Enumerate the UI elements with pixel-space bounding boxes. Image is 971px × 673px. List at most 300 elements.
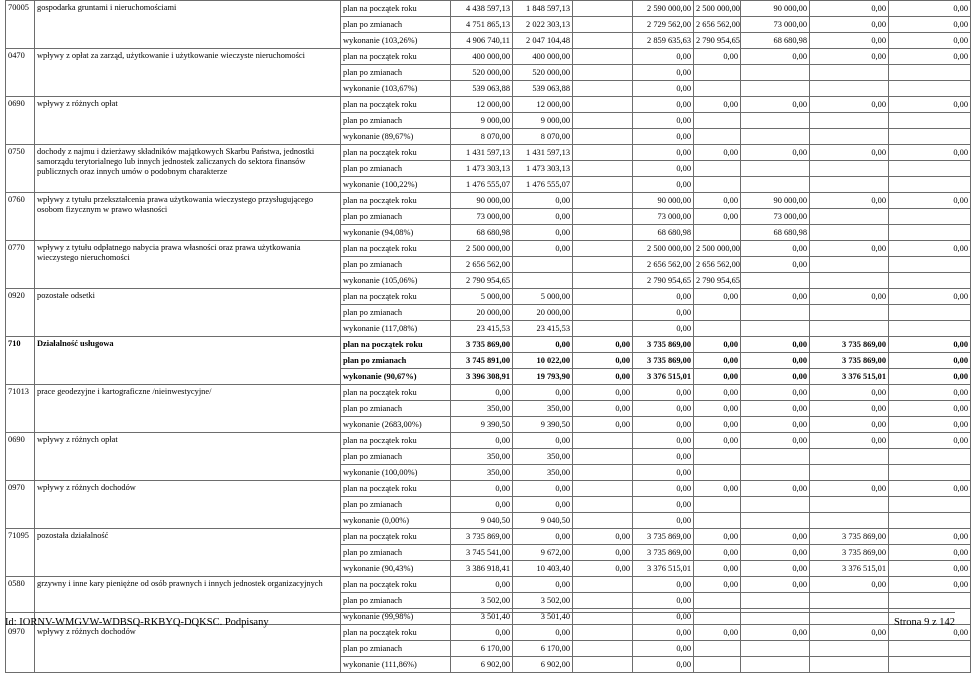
amount-cell: 0,00 <box>573 545 633 561</box>
amount-cell: 12 000,00 <box>513 97 573 113</box>
row-label: plan na początek roku <box>341 49 451 65</box>
amount-cell: 68 680,98 <box>741 225 810 241</box>
amount-cell: 0,00 <box>810 145 889 161</box>
amount-cell: 0,00 <box>741 369 810 385</box>
amount-cell: 2 022 303,13 <box>513 17 573 33</box>
amount-cell <box>741 273 810 289</box>
amount-cell <box>889 497 971 513</box>
amount-cell: 0,00 <box>889 481 971 497</box>
amount-cell: 0,00 <box>889 145 971 161</box>
amount-cell <box>573 33 633 49</box>
amount-cell: 3 735 869,00 <box>633 529 694 545</box>
amount-cell: 2 590 000,00 <box>633 1 694 17</box>
amount-cell <box>889 113 971 129</box>
amount-cell <box>889 321 971 337</box>
amount-cell: 0,00 <box>694 433 741 449</box>
amount-cell: 0,00 <box>633 497 694 513</box>
amount-cell: 0,00 <box>694 481 741 497</box>
row-label: plan na początek roku <box>341 289 451 305</box>
amount-cell: 23 415,53 <box>451 321 513 337</box>
amount-cell: 2 656 562,00 <box>694 17 741 33</box>
amount-cell: 0,00 <box>633 145 694 161</box>
amount-cell <box>573 433 633 449</box>
amount-cell: 0,00 <box>741 401 810 417</box>
amount-cell <box>573 497 633 513</box>
amount-cell <box>889 593 971 609</box>
amount-cell: 68 680,98 <box>633 225 694 241</box>
amount-cell <box>741 113 810 129</box>
amount-cell: 73 000,00 <box>451 209 513 225</box>
amount-cell: 0,00 <box>810 241 889 257</box>
row-label: plan po zmianach <box>341 449 451 465</box>
amount-cell: 2 500 000,00 <box>633 241 694 257</box>
amount-cell: 2 859 635,63 <box>633 33 694 49</box>
amount-cell: 0,00 <box>573 401 633 417</box>
amount-cell: 0,00 <box>694 49 741 65</box>
amount-cell: 0,00 <box>633 65 694 81</box>
classification-name: wpływy z różnych dochodów <box>35 625 341 673</box>
row-label: plan na początek roku <box>341 625 451 641</box>
amount-cell: 0,00 <box>889 337 971 353</box>
amount-cell: 0,00 <box>694 545 741 561</box>
classification-name: pozostałe odsetki <box>35 289 341 337</box>
amount-cell: 23 415,53 <box>513 321 573 337</box>
row-label: plan po zmianach <box>341 305 451 321</box>
row-label: plan na początek roku <box>341 481 451 497</box>
amount-cell: 73 000,00 <box>741 17 810 33</box>
amount-cell: 3 376 515,01 <box>810 561 889 577</box>
amount-cell: 0,00 <box>810 49 889 65</box>
amount-cell: 0,00 <box>513 241 573 257</box>
amount-cell: 0,00 <box>810 417 889 433</box>
amount-cell <box>741 657 810 673</box>
amount-cell <box>741 465 810 481</box>
row-label: plan po zmianach <box>341 209 451 225</box>
amount-cell: 0,00 <box>810 193 889 209</box>
amount-cell <box>573 321 633 337</box>
amount-cell <box>810 273 889 289</box>
amount-cell <box>694 113 741 129</box>
amount-cell <box>889 65 971 81</box>
amount-cell: 0,00 <box>573 337 633 353</box>
row-label: plan po zmianach <box>341 65 451 81</box>
amount-cell: 3 376 515,01 <box>633 369 694 385</box>
amount-cell: 2 656 562,00 <box>633 257 694 273</box>
amount-cell: 1 476 555,07 <box>451 177 513 193</box>
classification-name: pozostała działalność <box>35 529 341 577</box>
amount-cell: 0,00 <box>633 657 694 673</box>
amount-cell: 2 790 954,65 <box>633 273 694 289</box>
amount-cell: 0,00 <box>573 385 633 401</box>
amount-cell <box>810 449 889 465</box>
amount-cell <box>573 465 633 481</box>
amount-cell: 0,00 <box>889 33 971 49</box>
amount-cell: 6 170,00 <box>513 641 573 657</box>
row-label: wykonanie (90,43%) <box>341 561 451 577</box>
amount-cell: 0,00 <box>694 401 741 417</box>
amount-cell <box>741 321 810 337</box>
amount-cell <box>889 273 971 289</box>
classification-code: 0970 <box>6 481 35 529</box>
amount-cell <box>889 177 971 193</box>
amount-cell <box>573 513 633 529</box>
amount-cell: 0,00 <box>741 257 810 273</box>
amount-cell <box>810 593 889 609</box>
amount-cell: 0,00 <box>741 561 810 577</box>
row-label: wykonanie (103,26%) <box>341 33 451 49</box>
amount-cell: 5 000,00 <box>451 289 513 305</box>
amount-cell: 0,00 <box>513 225 573 241</box>
amount-cell: 1 848 597,13 <box>513 1 573 17</box>
classification-name: dochody z najmu i dzierżawy składników majątkowych Skarbu Państwa, jednostki samorządu terytorialnego lub innych jednostek zaliczanych do sektora finansów publicznych oraz innych umów o podobnym charakterze <box>35 145 341 193</box>
amount-cell: 12 000,00 <box>451 97 513 113</box>
amount-cell <box>573 273 633 289</box>
amount-cell: 0,00 <box>810 481 889 497</box>
classification-code: 0770 <box>6 241 35 289</box>
amount-cell: 0,00 <box>513 529 573 545</box>
amount-cell: 0,00 <box>633 609 694 625</box>
amount-cell: 9 390,50 <box>451 417 513 433</box>
amount-cell: 0,00 <box>694 209 741 225</box>
amount-cell: 0,00 <box>633 289 694 305</box>
amount-cell: 0,00 <box>741 49 810 65</box>
amount-cell <box>889 209 971 225</box>
amount-cell: 0,00 <box>513 577 573 593</box>
amount-cell: 0,00 <box>451 625 513 641</box>
row-label: wykonanie (117,08%) <box>341 321 451 337</box>
amount-cell <box>573 577 633 593</box>
table-row <box>6 145 971 161</box>
table-row <box>6 433 971 449</box>
row-label: plan po zmianach <box>341 17 451 33</box>
classification-name: wpływy z różnych opłat <box>35 97 341 145</box>
amount-cell: 0,00 <box>694 193 741 209</box>
row-label: wykonanie (90,67%) <box>341 369 451 385</box>
amount-cell: 0,00 <box>889 353 971 369</box>
amount-cell: 0,00 <box>633 81 694 97</box>
amount-cell <box>694 305 741 321</box>
classification-code: 0760 <box>6 193 35 241</box>
table-row <box>6 49 971 65</box>
amount-cell <box>810 113 889 129</box>
amount-cell <box>810 209 889 225</box>
amount-cell: 90 000,00 <box>633 193 694 209</box>
amount-cell <box>741 641 810 657</box>
table-row <box>6 1 971 17</box>
amount-cell: 0,00 <box>573 369 633 385</box>
amount-cell <box>573 641 633 657</box>
amount-cell: 0,00 <box>889 289 971 305</box>
row-label: wykonanie (99,98%) <box>341 609 451 625</box>
amount-cell: 0,00 <box>741 417 810 433</box>
row-label: plan na początek roku <box>341 145 451 161</box>
amount-cell <box>573 177 633 193</box>
amount-cell: 3 735 869,00 <box>633 337 694 353</box>
amount-cell: 0,00 <box>889 241 971 257</box>
classification-name: prace geodezyjne i kartograficzne /nieinwestycyjne/ <box>35 385 341 433</box>
amount-cell <box>889 225 971 241</box>
amount-cell: 0,00 <box>633 465 694 481</box>
amount-cell: 0,00 <box>810 625 889 641</box>
row-label: wykonanie (100,22%) <box>341 177 451 193</box>
amount-cell: 1 431 597,13 <box>451 145 513 161</box>
amount-cell: 6 170,00 <box>451 641 513 657</box>
amount-cell <box>573 449 633 465</box>
amount-cell: 0,00 <box>694 529 741 545</box>
amount-cell: 0,00 <box>889 49 971 65</box>
row-label: wykonanie (105,06%) <box>341 273 451 289</box>
amount-cell <box>573 97 633 113</box>
amount-cell: 90 000,00 <box>741 193 810 209</box>
classification-code: 70005 <box>6 1 35 49</box>
amount-cell: 3 745 891,00 <box>451 353 513 369</box>
amount-cell <box>889 641 971 657</box>
amount-cell <box>741 65 810 81</box>
budget-table <box>5 0 971 673</box>
amount-cell: 0,00 <box>513 481 573 497</box>
amount-cell <box>573 209 633 225</box>
amount-cell: 0,00 <box>513 337 573 353</box>
table-row <box>6 337 971 353</box>
row-label: plan na początek roku <box>341 529 451 545</box>
amount-cell: 0,00 <box>741 529 810 545</box>
amount-cell: 0,00 <box>889 433 971 449</box>
amount-cell: 0,00 <box>889 625 971 641</box>
row-label: plan na początek roku <box>341 433 451 449</box>
amount-cell: 0,00 <box>694 337 741 353</box>
amount-cell: 0,00 <box>633 385 694 401</box>
amount-cell: 0,00 <box>513 497 573 513</box>
classification-code: 0970 <box>6 625 35 673</box>
amount-cell: 0,00 <box>741 353 810 369</box>
table-row <box>6 385 971 401</box>
amount-cell <box>694 513 741 529</box>
amount-cell: 19 793,90 <box>513 369 573 385</box>
amount-cell <box>889 657 971 673</box>
amount-cell <box>573 65 633 81</box>
classification-code: 0580 <box>6 577 35 625</box>
amount-cell <box>513 257 573 273</box>
amount-cell: 0,00 <box>810 577 889 593</box>
row-label: plan po zmianach <box>341 257 451 273</box>
amount-cell <box>573 17 633 33</box>
row-label: wykonanie (94,08%) <box>341 225 451 241</box>
amount-cell: 0,00 <box>694 97 741 113</box>
amount-cell <box>573 305 633 321</box>
amount-cell <box>694 81 741 97</box>
amount-cell: 0,00 <box>741 433 810 449</box>
amount-cell <box>741 177 810 193</box>
amount-cell: 0,00 <box>889 561 971 577</box>
classification-code: 0690 <box>6 97 35 145</box>
amount-cell: 0,00 <box>889 401 971 417</box>
amount-cell <box>513 273 573 289</box>
amount-cell: 0,00 <box>633 641 694 657</box>
row-label: wykonanie (100,00%) <box>341 465 451 481</box>
amount-cell: 3 376 515,01 <box>810 369 889 385</box>
amount-cell: 0,00 <box>741 385 810 401</box>
amount-cell: 539 063,88 <box>513 81 573 97</box>
row-label: plan po zmianach <box>341 641 451 657</box>
amount-cell <box>694 321 741 337</box>
row-label: wykonanie (89,67%) <box>341 129 451 145</box>
classification-name: wpływy z opłat za zarząd, użytkowanie i użytkowanie wieczyste nieruchomości <box>35 49 341 97</box>
amount-cell: 0,00 <box>451 385 513 401</box>
amount-cell <box>889 257 971 273</box>
page-footer <box>5 612 955 629</box>
amount-cell: 3 735 869,00 <box>633 353 694 369</box>
amount-cell: 0,00 <box>694 145 741 161</box>
amount-cell: 350,00 <box>513 449 573 465</box>
amount-cell <box>573 657 633 673</box>
amount-cell: 0,00 <box>513 433 573 449</box>
amount-cell: 0,00 <box>741 481 810 497</box>
amount-cell: 1 476 555,07 <box>513 177 573 193</box>
row-label: plan na początek roku <box>341 241 451 257</box>
amount-cell: 539 063,88 <box>451 81 513 97</box>
amount-cell: 0,00 <box>633 449 694 465</box>
amount-cell <box>694 449 741 465</box>
amount-cell: 0,00 <box>633 97 694 113</box>
amount-cell <box>810 81 889 97</box>
table-row <box>6 193 971 209</box>
amount-cell: 68 680,98 <box>741 33 810 49</box>
amount-cell <box>573 161 633 177</box>
amount-cell: 0,00 <box>633 417 694 433</box>
amount-cell: 0,00 <box>694 369 741 385</box>
amount-cell: 0,00 <box>694 561 741 577</box>
amount-cell: 350,00 <box>451 465 513 481</box>
amount-cell <box>810 177 889 193</box>
amount-cell <box>694 465 741 481</box>
amount-cell: 0,00 <box>810 385 889 401</box>
amount-cell: 0,00 <box>633 177 694 193</box>
amount-cell: 0,00 <box>694 417 741 433</box>
row-label: plan na początek roku <box>341 1 451 17</box>
amount-cell <box>741 513 810 529</box>
table-row <box>6 577 971 593</box>
amount-cell <box>810 321 889 337</box>
amount-cell: 0,00 <box>573 353 633 369</box>
amount-cell: 0,00 <box>810 17 889 33</box>
amount-cell: 4 438 597,13 <box>451 1 513 17</box>
table-row <box>6 289 971 305</box>
amount-cell: 4 906 740,11 <box>451 33 513 49</box>
amount-cell: 2 790 954,65 <box>694 33 741 49</box>
amount-cell: 0,00 <box>513 385 573 401</box>
row-label: plan na początek roku <box>341 193 451 209</box>
amount-cell <box>573 81 633 97</box>
amount-cell <box>810 65 889 81</box>
amount-cell <box>573 481 633 497</box>
row-label: plan po zmianach <box>341 545 451 561</box>
amount-cell: 0,00 <box>889 417 971 433</box>
amount-cell: 0,00 <box>633 305 694 321</box>
amount-cell: 0,00 <box>633 625 694 641</box>
amount-cell <box>694 177 741 193</box>
classification-name: wpływy z różnych opłat <box>35 433 341 481</box>
amount-cell: 1 473 303,13 <box>451 161 513 177</box>
amount-cell: 9 040,50 <box>451 513 513 529</box>
amount-cell <box>573 193 633 209</box>
amount-cell <box>573 1 633 17</box>
amount-cell: 0,00 <box>694 625 741 641</box>
table-row <box>6 529 971 545</box>
amount-cell: 2 790 954,65 <box>694 273 741 289</box>
amount-cell <box>810 225 889 241</box>
amount-cell: 0,00 <box>633 321 694 337</box>
row-label: wykonanie (2683,00%) <box>341 417 451 433</box>
amount-cell <box>573 145 633 161</box>
amount-cell <box>573 129 633 145</box>
row-label: plan po zmianach <box>341 161 451 177</box>
amount-cell: 0,00 <box>889 529 971 545</box>
amount-cell <box>889 305 971 321</box>
amount-cell <box>810 161 889 177</box>
amount-cell <box>810 465 889 481</box>
amount-cell <box>810 257 889 273</box>
row-label: wykonanie (111,86%) <box>341 657 451 673</box>
amount-cell: 0,00 <box>889 17 971 33</box>
amount-cell: 8 070,00 <box>451 129 513 145</box>
amount-cell: 400 000,00 <box>451 49 513 65</box>
classification-name: Działalność usługowa <box>35 337 341 385</box>
classification-code: 0920 <box>6 289 35 337</box>
amount-cell <box>573 241 633 257</box>
amount-cell <box>694 161 741 177</box>
amount-cell: 0,00 <box>741 577 810 593</box>
amount-cell: 20 000,00 <box>513 305 573 321</box>
amount-cell: 2 047 104,48 <box>513 33 573 49</box>
amount-cell <box>694 641 741 657</box>
amount-cell: 0,00 <box>694 385 741 401</box>
classification-code: 71013 <box>6 385 35 433</box>
classification-code: 0750 <box>6 145 35 193</box>
classification-name: gospodarka gruntami i nieruchomościami <box>35 1 341 49</box>
amount-cell <box>810 513 889 529</box>
row-label: wykonanie (0,00%) <box>341 513 451 529</box>
amount-cell: 0,00 <box>889 369 971 385</box>
amount-cell: 0,00 <box>810 289 889 305</box>
row-label: plan po zmianach <box>341 401 451 417</box>
amount-cell: 2 656 562,00 <box>694 257 741 273</box>
amount-cell: 0,00 <box>889 193 971 209</box>
row-label: wykonanie (103,67%) <box>341 81 451 97</box>
amount-cell: 3 735 869,00 <box>451 337 513 353</box>
amount-cell: 2 790 954,65 <box>451 273 513 289</box>
amount-cell: 0,00 <box>810 433 889 449</box>
amount-cell: 0,00 <box>633 49 694 65</box>
amount-cell: 3 501,40 <box>451 609 513 625</box>
amount-cell: 20 000,00 <box>451 305 513 321</box>
amount-cell: 0,00 <box>633 129 694 145</box>
amount-cell <box>889 465 971 481</box>
row-label: plan po zmianach <box>341 113 451 129</box>
amount-cell: 0,00 <box>810 401 889 417</box>
amount-cell: 0,00 <box>889 545 971 561</box>
amount-cell: 73 000,00 <box>633 209 694 225</box>
amount-cell: 9 672,00 <box>513 545 573 561</box>
amount-cell: 3 501,40 <box>513 609 573 625</box>
row-label: plan po zmianach <box>341 593 451 609</box>
amount-cell: 1 431 597,13 <box>513 145 573 161</box>
amount-cell: 0,00 <box>633 513 694 529</box>
amount-cell: 0,00 <box>633 577 694 593</box>
amount-cell: 400 000,00 <box>513 49 573 65</box>
amount-cell: 9 040,50 <box>513 513 573 529</box>
amount-cell: 0,00 <box>633 433 694 449</box>
amount-cell: 0,00 <box>741 241 810 257</box>
